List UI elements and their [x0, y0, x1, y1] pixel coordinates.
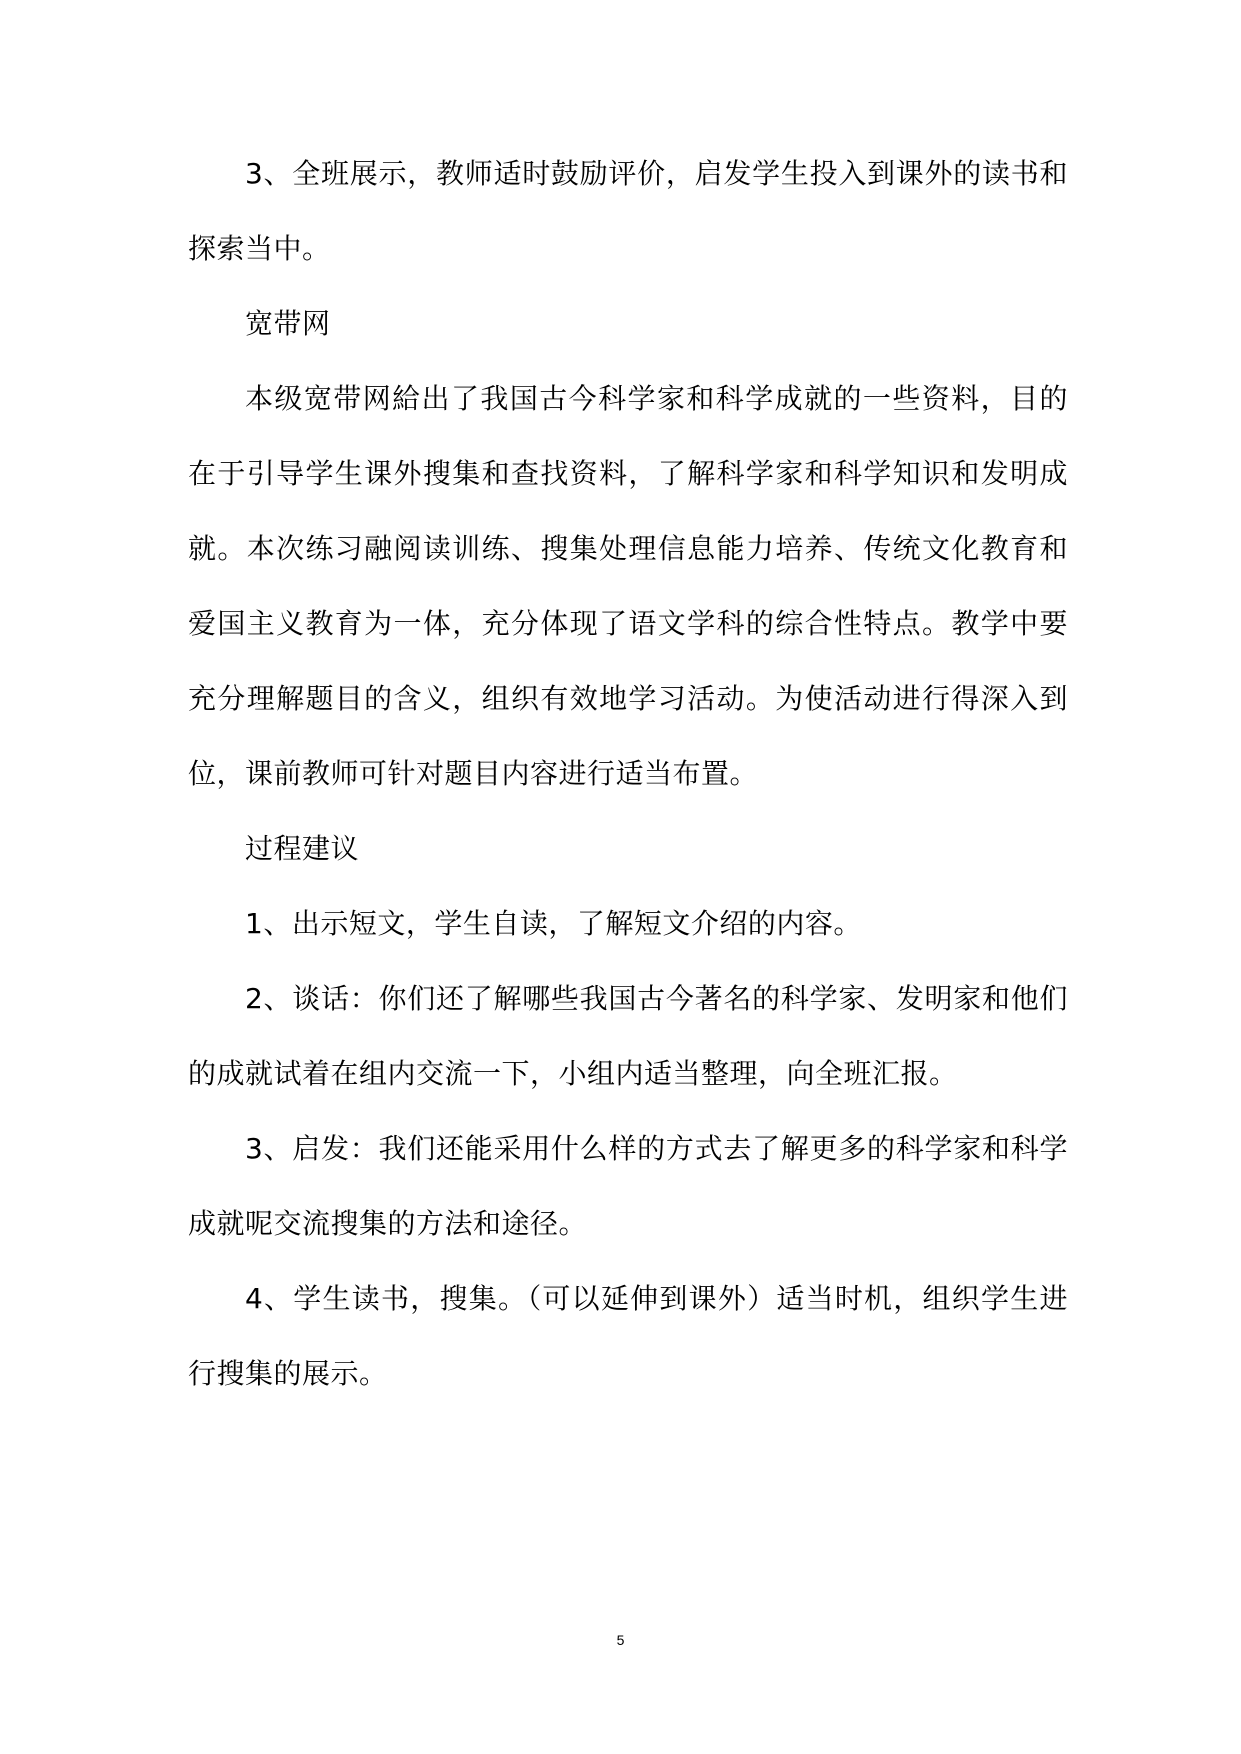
document-body	[188, 136, 1068, 1411]
paragraph-broadband-description: 本级宽带网給出了我国古今科学家和科学成就的一些资料，目的在于引导学生课外搜集和查找资料，了解科学家和科学知识和发明成就。本次练习融阅读训练、搜集处理信息能力培养、传统文化教育和爱国主义教育为一体，充分体现了语文学科的综合性特点。教学中要充分理解题目的含义，组织有效地学习活动。为使活动进行得深入到位，课前教师可针对题目内容进行适当布置。	[188, 382, 1068, 790]
paragraph-step-2: 2、谈话：你们还了解哪些我国古今著名的科学家、发明家和他们的成就试着在组内交流一下，小组内适当整理，向全班汇报。	[188, 982, 1068, 1090]
paragraph-step-1: 1、出示短文，学生自读，了解短文介绍的内容。	[245, 907, 862, 940]
paragraph-step-4: 4、学生读书，搜集。（可以延伸到课外）适当时机，组织学生进行搜集的展示。	[188, 1282, 1068, 1390]
paragraph-step-3: 3、启发：我们还能采用什么样的方式去了解更多的科学家和科学成就呢交流搜集的方法和途径。	[188, 1132, 1068, 1240]
section-heading-process-suggestions: 过程建议	[245, 832, 360, 865]
paragraph-step-3-display: 3、全班展示，教师适时鼓励评价，启发学生投入到课外的读书和探索当中。	[188, 157, 1068, 265]
page-number: 5	[616, 1632, 625, 1648]
section-heading-broadband: 宽带网	[245, 307, 331, 340]
